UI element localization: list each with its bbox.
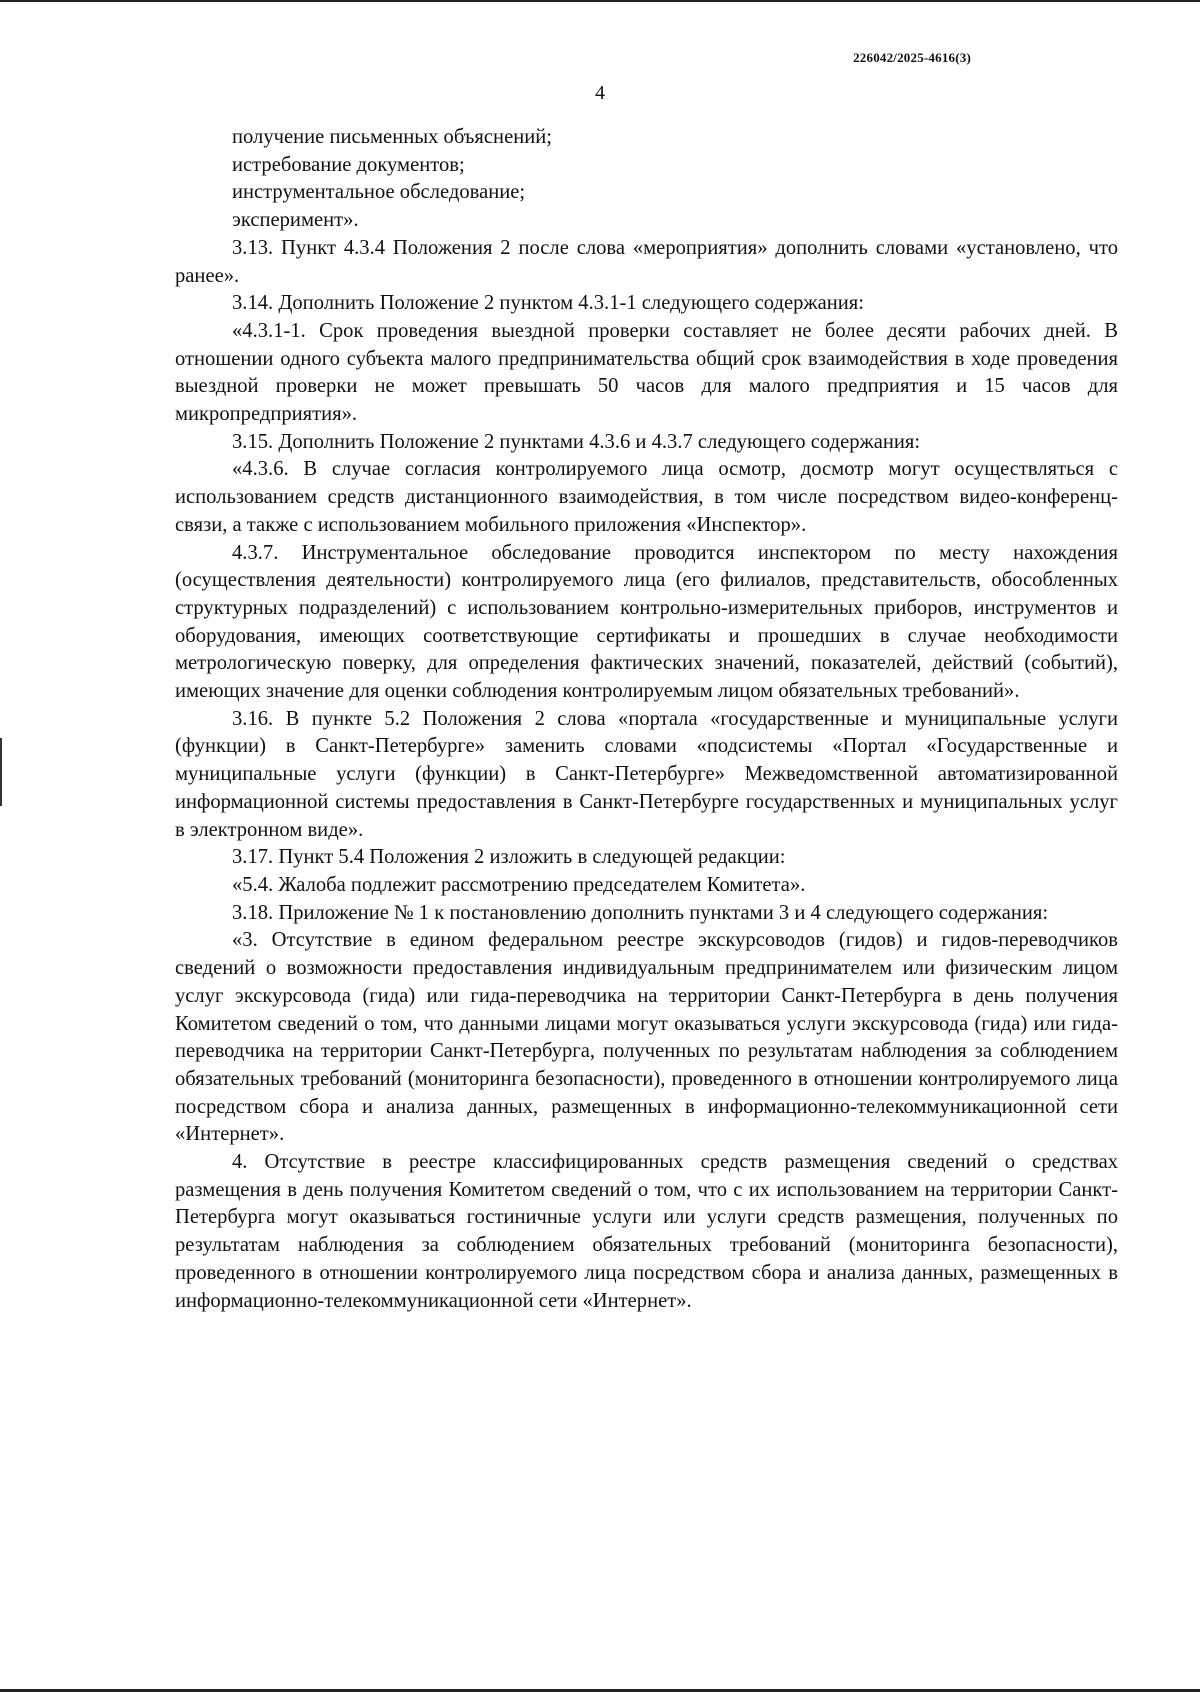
scan-edge-mark: [0, 738, 2, 806]
paragraph: 3.14. Дополнить Положение 2 пунктом 4.3.1-1 следующего содержания:: [232, 292, 864, 315]
paragraph: «4.3.6. В случае согласия контролируемого лица осмотр, досмотр могут осуществляться с использованием средств дистанционного взаимодействия, в том числе посредством видео-конференц-связи, а также с использованием мобильного приложения «Инспектор».: [175, 458, 1118, 536]
paragraph: получение письменных объяснений;: [232, 126, 552, 148]
paragraph: инструментальное обследование;: [232, 181, 526, 204]
paragraph: 4.3.7. Инструментальное обследование проводится инспектором по месту нахождения (осуществления деятельности) контролируемого лица (его филиалов, представительств, обособленных структурных подразделений) с использованием контрольно-измерительных приборов, инструментов и оборудования, имеющих соответствующие сертификаты и прошедших в случае необходимости метрологическую поверку, для определения фактических значений, показателей, действий (событий), имеющих значение для оценки соблюдения контролируемым лицом обязательных требований».: [175, 541, 1118, 703]
scan-edge-top: [0, 0, 1200, 2]
paragraph: «4.3.1-1. Срок проведения выездной проверки составляет не более десяти рабочих дней. В отношении одного субъекта малого предпринимательства общий срок взаимодействия в ходе проведения выездной проверки не может превышать 50 часов для малого предприятия и 15 часов для микропредприятия».: [175, 319, 1118, 426]
paragraph: истребование документов;: [232, 153, 465, 176]
paragraph: 3.16. В пункте 5.2 Положения 2 слова «портала «государственные и муниципальные услуги (функции) в Санкт-Петербурге» заменить словами «подсистемы «Портал «Государственные и муниципальные услуги (функции) в Санкт-Петербурге» Межведомственной автоматизированной информационной системы предоставления в Санкт-Петербурге государственных и муниципальных услуг в электронном виде».: [175, 707, 1118, 841]
paragraph: 3.13. Пункт 4.3.4 Положения 2 после слова «мероприятия» дополнить словами «установлено, что ранее».: [175, 236, 1118, 287]
paragraph: эксперимент».: [232, 209, 359, 232]
paragraph: 3.15. Дополнить Положение 2 пунктами 4.3.6 и 4.3.7 следующего содержания:: [232, 430, 921, 453]
paragraph: 3.18. Приложение № 1 к постановлению дополнить пунктами 3 и 4 следующего содержания:: [232, 901, 1049, 924]
paragraph: «3. Отсутствие в едином федеральном реестре экскурсоводов (гидов) и гидов-переводчиков сведений о возможности предоставления индивидуальным предпринимателем или физическим лицом услуг экскурсовода (гида) или гида-переводчика на территории Санкт-Петербурга в день получения Комитетом сведений о том, что данными лицами могут оказываться услуги экскурсовода (гида) или гида-переводчика на территории Санкт-Петербурга, полученных по результатам наблюдения за соблюдением обязательных требований (мониторинга безопасности), проведенного в отношении контролируемого лица посредством сбора и анализа данных, размещенных в информационно-телекоммуникационной сети «Интернет».: [175, 929, 1118, 1146]
paragraph: «5.4. Жалоба подлежит рассмотрению председателем Комитета».: [232, 873, 806, 896]
document-registration-number: 226042/2025-4616(3): [853, 50, 971, 65]
paragraph: 3.17. Пункт 5.4 Положения 2 изложить в следующей редакции:: [232, 846, 786, 869]
paragraph: 4. Отсутствие в реестре классифицированных средств размещения сведений о средствах размещения в день получения Комитетом сведений о том, что с их использованием на территории Санкт-Петербурга могут оказываться гостиничные услуги или услуги средств размещения, полученных по результатам наблюдения за соблюдением обязательных требований (мониторинга безопасности), проведенного в отношении контролируемого лица посредством сбора и анализа данных, размещенных в информационно-телекоммуникационной сети «Интернет».: [175, 1151, 1118, 1312]
document-body: [175, 124, 1118, 1315]
page-number: 4: [595, 82, 605, 104]
